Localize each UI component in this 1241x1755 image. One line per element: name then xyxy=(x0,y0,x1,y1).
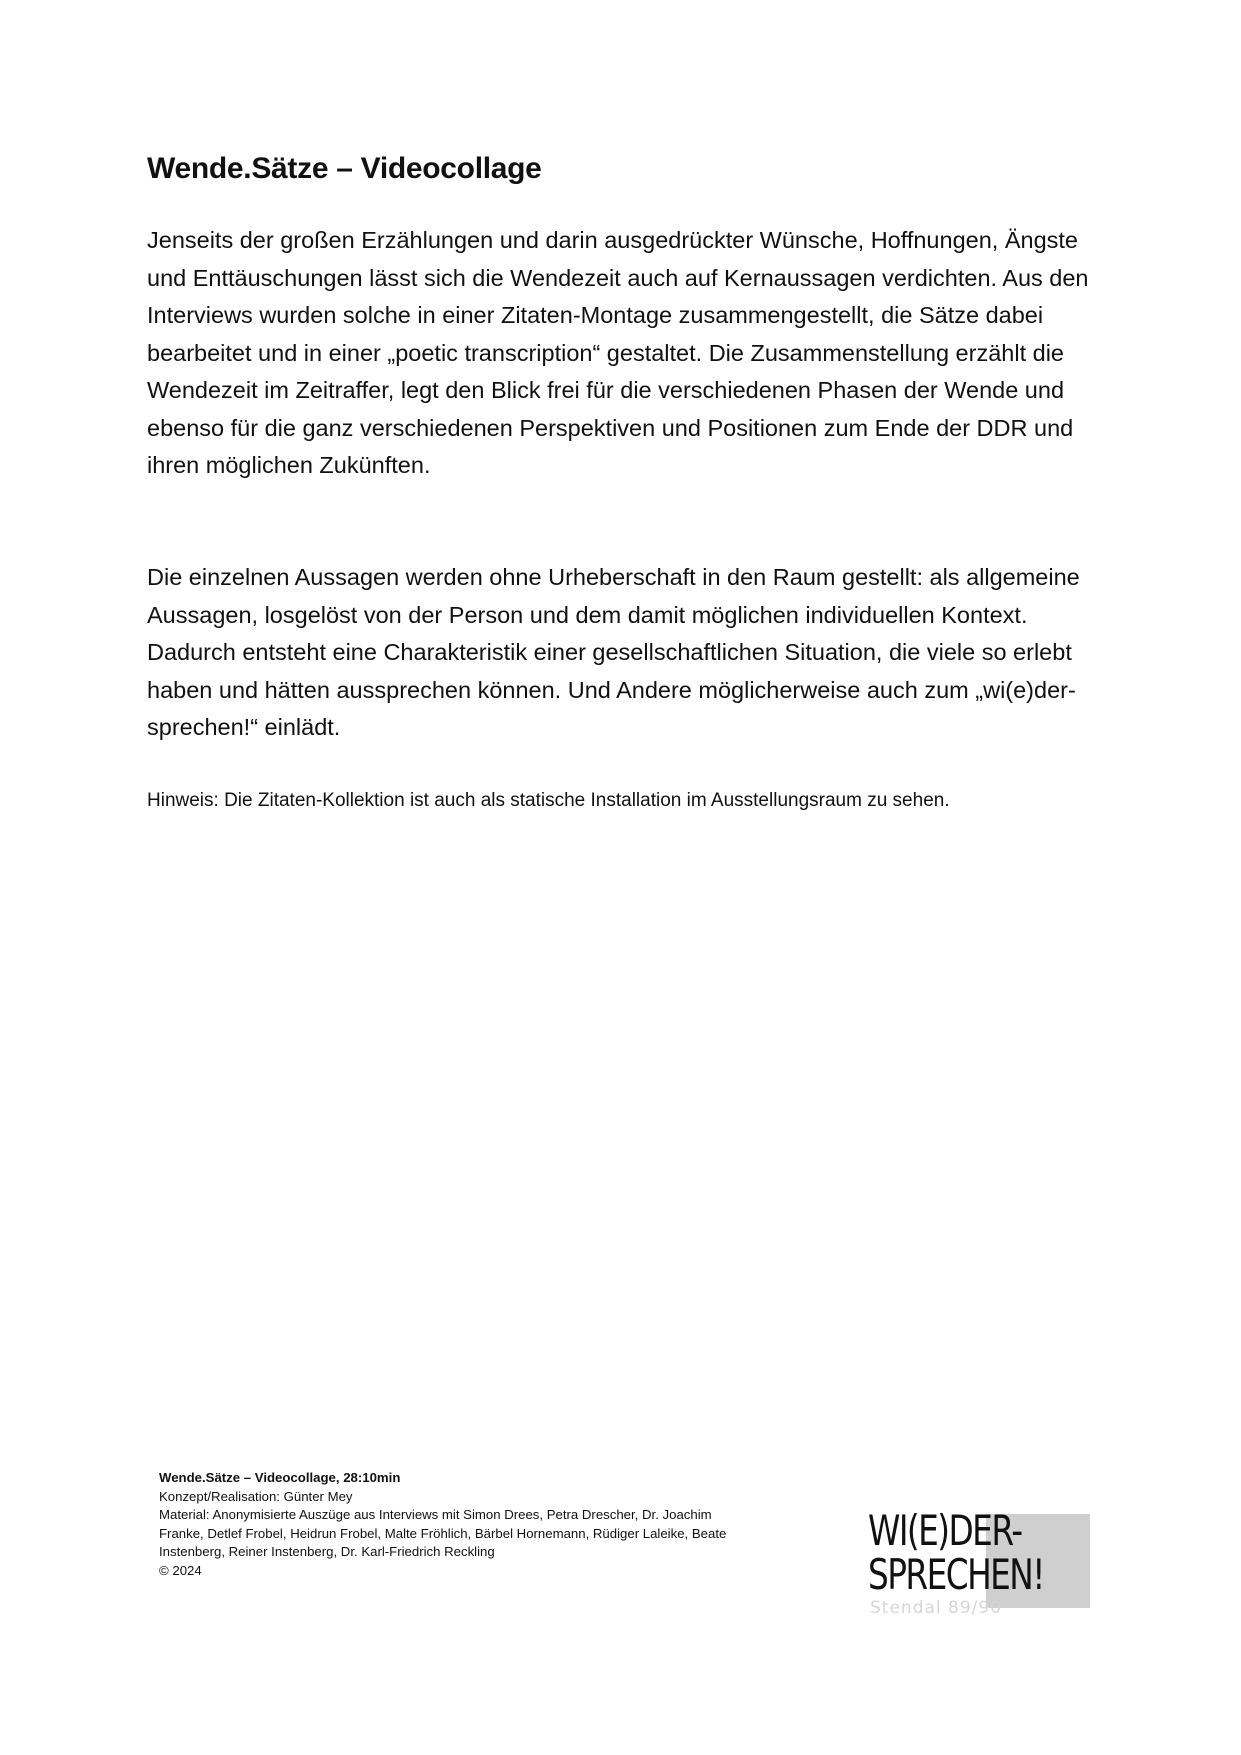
page-title: Wende.Sätze – Videocollage xyxy=(147,152,542,185)
wieder-sprechen-logo xyxy=(868,1506,1092,1618)
logo-subline: Stendal 89/90 xyxy=(870,1598,1003,1618)
credits-concept: Konzept/Realisation: Günter Mey xyxy=(159,1488,353,1504)
logo-line-2: SPRECHEN! xyxy=(868,1550,1044,1599)
credits-block xyxy=(159,1469,739,1580)
paragraph-intro: Jenseits der großen Erzählungen und darin ausgedrückter Wünsche, Hoffnungen, Ängste und Enttäuschungen lässt sich die Wendezeit auch auf Kernaussagen verdichten. Aus den Interviews wurden solche in einer Zitaten-Montage zusammengestellt, die Sätze dabei bearbeitet und in einer „poetic transcription“ gestaltet. Die Zusammenstellung erzählt die Wendezeit im Zeitraffer, legt den Blick frei für die verschiedenen Phasen der Wende und ebenso für die ganz verschiedenen Perspektiven und Positionen zum Ende der DDR und ihren möglichen Zukünften. xyxy=(147,227,1089,478)
credits-title: Wende.Sätze – Videocollage, 28:10min xyxy=(159,1470,401,1485)
logo-line-1: WI(E)DER- xyxy=(868,1506,1022,1555)
paragraph-statements: Die einzelnen Aussagen werden ohne Urheberschaft in den Raum gestellt: als allgemeine Aussagen, losgelöst von der Person und dem damit möglichen individuellen Kontext. Dadurch entsteht eine Charakteristik einer gesellschaftlichen Situation, die viele so erlebt haben und hätten aussprechen können. Und Andere möglicherweise auch zum „wi(e)der-sprechen!“ einlädt. xyxy=(147,564,1080,740)
credits-material: Material: Anonymisierte Auszüge aus Interviews mit Simon Drees, Petra Drescher, Dr. Joachim Franke, Detlef Frobel, Heidrun Frobel, Malte Fröhlich, Bärbel Hornemann, Rüdiger Laleike, Beate Instenberg, Reiner Instenberg, Dr. Karl-Friedrich Reckling xyxy=(159,1507,727,1559)
installation-note: Hinweis: Die Zitaten-Kollektion ist auch als statische Installation im Ausstellungsraum zu sehen. xyxy=(147,790,950,811)
credits-copyright: © 2024 xyxy=(159,1562,202,1578)
